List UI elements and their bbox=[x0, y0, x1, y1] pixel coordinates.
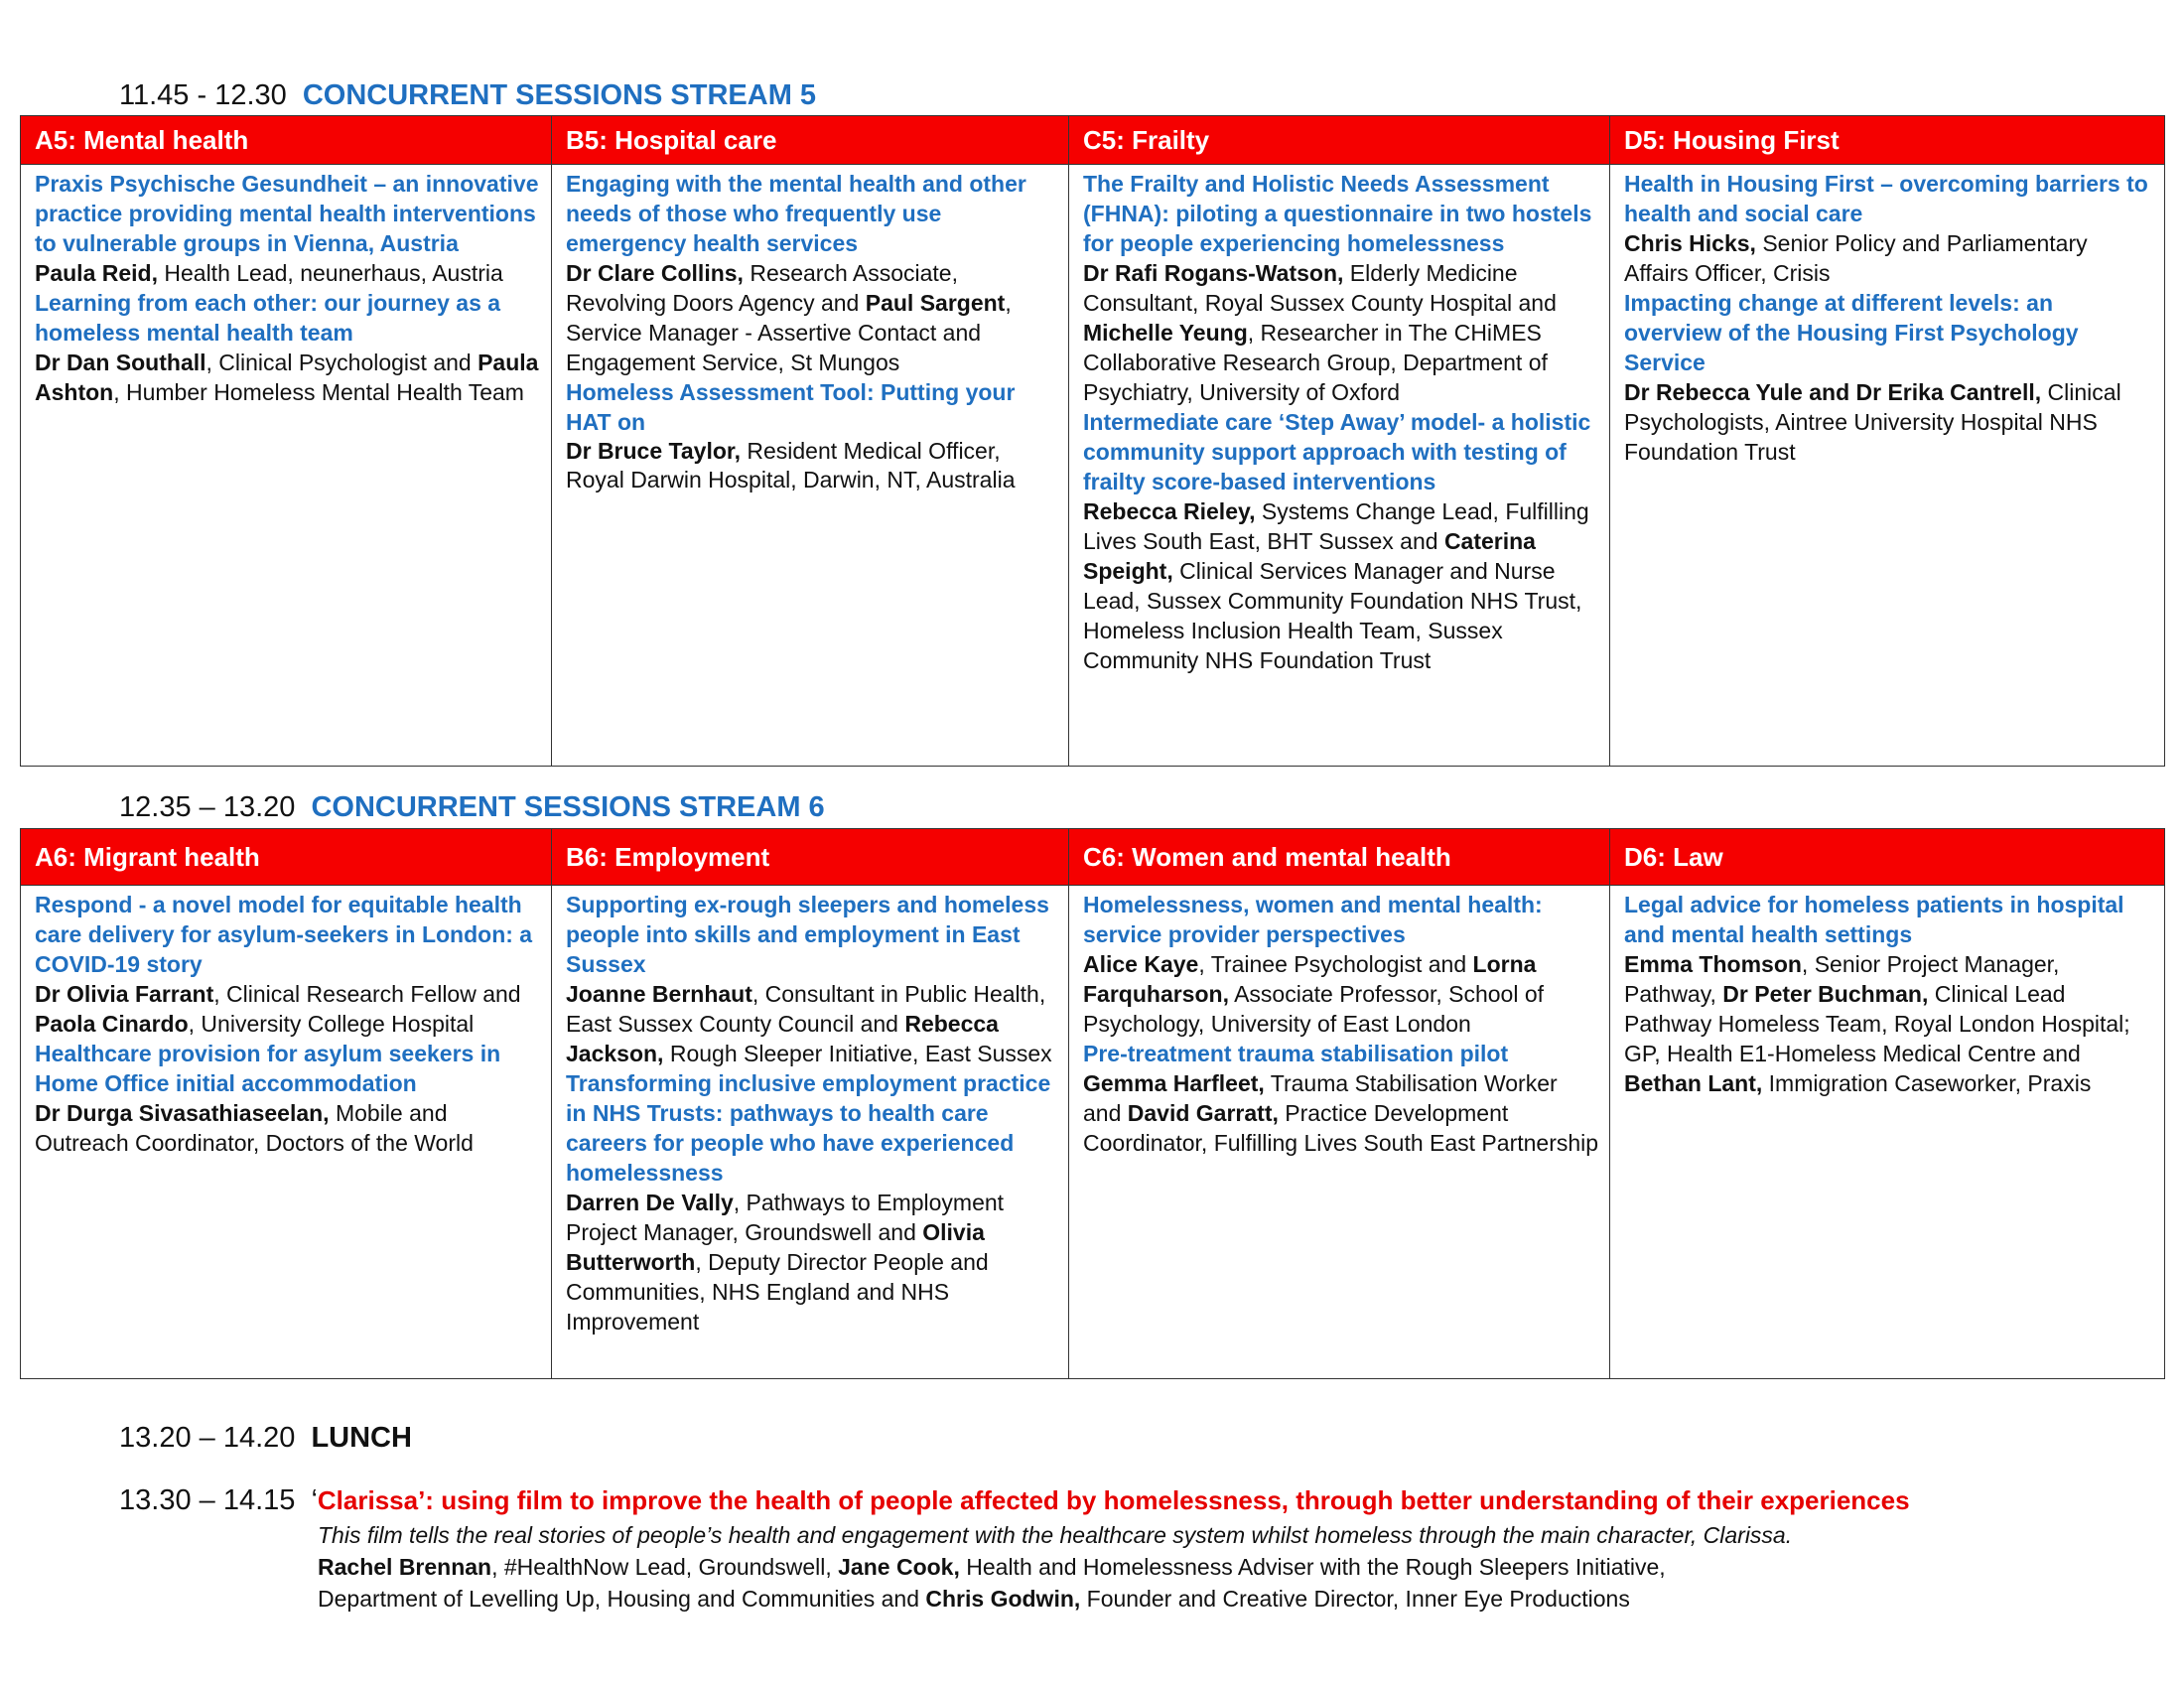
lunch-label: LUNCH bbox=[311, 1422, 412, 1454]
stream5-cell-b bbox=[552, 165, 1069, 767]
speaker-name: Darren De Vally bbox=[566, 1190, 734, 1215]
speakers bbox=[35, 348, 543, 407]
stream5-title: CONCURRENT SESSIONS STREAM 5 bbox=[302, 79, 817, 111]
session-title: The Frailty and Holistic Needs Assessment (FHNA): piloting a questionnaire in two hostels for people experiencing homelessness bbox=[1083, 171, 1592, 256]
stream5-cell-c bbox=[1069, 165, 1610, 767]
speaker-name: Dr Durga Sivasathiaseelan, bbox=[35, 1100, 330, 1126]
stream6-content-row bbox=[21, 886, 2165, 1379]
film-title: Clarissa’: using film to improve the health of people affected by homelessness, through better understanding of their experiences bbox=[317, 1485, 1910, 1515]
speaker-affiliation: , #HealthNow Lead, Groundswell, bbox=[491, 1554, 839, 1580]
speaker-affiliation: Associate Professor, School of Psychology, University of East London bbox=[1083, 981, 1545, 1037]
session-title: Homelessness, women and mental health: service provider perspectives bbox=[1083, 892, 1543, 947]
film-summary: This film tells the real stories of people’s health and engagement with the healthcare system whilst homeless through the main character, Clarissa. bbox=[318, 1522, 1793, 1548]
lunch-time: 13.20 – 14.20 bbox=[119, 1422, 296, 1454]
stream6-header-a: A6: Migrant health bbox=[21, 829, 552, 886]
speaker-name: Dr Olivia Farrant bbox=[35, 981, 214, 1007]
speakers bbox=[566, 437, 1060, 494]
speaker-name: Rebecca Rieley, bbox=[1083, 498, 1256, 524]
stream6-header-b: B6: Employment bbox=[552, 829, 1069, 886]
session-title: Healthcare provision for asylum seekers in Home Office initial accommodation bbox=[35, 1041, 501, 1096]
speaker-affiliation: Resident Medical Officer, Royal Darwin Hospital, Darwin, NT, Australia bbox=[566, 438, 1016, 492]
speaker-affiliation: , Deputy Director People and Communities, NHS England and NHS Improvement bbox=[566, 1249, 989, 1335]
speakers bbox=[566, 1188, 1060, 1336]
speaker-name: Caterina Speight, bbox=[1083, 528, 1536, 584]
speakers bbox=[566, 258, 1060, 377]
speakers bbox=[1624, 949, 2156, 1098]
speaker-name: Lorna Farquharson, bbox=[1083, 951, 1537, 1007]
session-title: Engaging with the mental health and other needs of those who frequently use emergency health services bbox=[566, 171, 1026, 256]
session-title: Intermediate care ‘Step Away’ model- a holistic community support approach with testing of frailty score-based interventions bbox=[1083, 409, 1591, 494]
stream6-heading bbox=[119, 791, 825, 824]
speaker-affiliation: , Service Manager - Assertive Contact and Engagement Service, St Mungos bbox=[566, 290, 1012, 375]
lunch-row bbox=[119, 1422, 412, 1455]
speakers bbox=[1624, 228, 2156, 288]
session-title: Homeless Assessment Tool: Putting your HAT on bbox=[566, 379, 1016, 435]
speaker-name: Dr Clare Collins, bbox=[566, 260, 744, 286]
stream5-content-row bbox=[21, 165, 2165, 767]
stream5-header-c: C5: Frailty bbox=[1069, 116, 1610, 165]
stream5-heading bbox=[119, 79, 816, 112]
speaker-affiliation: Trauma Stabilisation Worker and bbox=[1083, 1070, 1558, 1126]
stream5-table bbox=[20, 115, 2165, 767]
speaker-name: Paula Reid, bbox=[35, 260, 158, 286]
session-title: Respond - a novel model for equitable health care delivery for asylum-seekers in London: a COVID-19 story bbox=[35, 892, 533, 977]
stream5-header-row bbox=[21, 116, 2165, 165]
speaker-affiliation: Practice Development Coordinator, Fulfilling Lives South East Partnership bbox=[1083, 1100, 1599, 1156]
speaker-affiliation: Founder and Creative Director, Inner Eye Productions bbox=[1080, 1586, 1630, 1612]
stream5-cell-a bbox=[21, 165, 552, 767]
stream6-header-c: C6: Women and mental health bbox=[1069, 829, 1610, 886]
session-title: Impacting change at different levels: an overview of the Housing First Psychology Service bbox=[1624, 290, 2079, 375]
session-title: Pre-treatment trauma stabilisation pilot bbox=[1083, 1041, 1509, 1066]
speaker-affiliation: , University College Hospital bbox=[188, 1011, 475, 1037]
speaker-name: Rebecca Jackson, bbox=[566, 1011, 999, 1066]
speaker-name: Olivia Butterworth bbox=[566, 1219, 985, 1275]
speaker-affiliation: Department of Levelling Up, Housing and Communities and bbox=[318, 1586, 926, 1612]
speaker-affiliation: , Clinical Research Fellow and bbox=[213, 981, 521, 1007]
speaker-name: David Garratt, bbox=[1127, 1100, 1279, 1126]
speaker-name: Jane Cook, bbox=[838, 1554, 960, 1580]
speaker-affiliation: , Senior Project Manager, Pathway, bbox=[1624, 951, 2060, 1007]
speaker-name: Bethan Lant, bbox=[1624, 1070, 1763, 1096]
session-title: Health in Housing First – overcoming barriers to health and social care bbox=[1624, 171, 2148, 226]
speaker-name: Emma Thomson bbox=[1624, 951, 1802, 977]
stream5-header-a: A5: Mental health bbox=[21, 116, 552, 165]
film-quote-mark: ‘ bbox=[311, 1484, 318, 1516]
speaker-affiliation: Clinical Psychologists, Aintree University Hospital NHS Foundation Trust bbox=[1624, 379, 2121, 465]
speakers bbox=[35, 979, 543, 1039]
speaker-name: Alice Kaye bbox=[1083, 951, 1199, 977]
speaker-affiliation: Health and Homelessness Adviser with the Rough Sleepers Initiative, bbox=[959, 1554, 1666, 1580]
stream6-cell-a bbox=[21, 886, 552, 1379]
speaker-affiliation: , Researcher in The CHiMES Collaborative Research Group, Department of Psychiatry, University of Oxford bbox=[1083, 320, 1548, 405]
speakers bbox=[1083, 496, 1601, 675]
stream6-cell-b bbox=[552, 886, 1069, 1379]
speaker-affiliation: , Clinical Psychologist and bbox=[205, 350, 478, 375]
stream5-cell-d bbox=[1610, 165, 2165, 767]
speaker-affiliation: , Humber Homeless Mental Health Team bbox=[113, 379, 524, 405]
stream6-header-row bbox=[21, 829, 2165, 886]
speaker-affiliation: Health Lead, neunerhaus, Austria bbox=[157, 260, 503, 286]
speakers bbox=[1083, 258, 1601, 407]
speaker-name: Chris Hicks, bbox=[1624, 230, 1756, 256]
speaker-name: Michelle Yeung bbox=[1083, 320, 1248, 346]
speaker-affiliation: Clinical Lead Pathway Homeless Team, Royal London Hospital; GP, Health E1-Homeless Medical Centre and bbox=[1624, 981, 2130, 1066]
speakers bbox=[1624, 377, 2156, 467]
stream5-header-b: B5: Hospital care bbox=[552, 116, 1069, 165]
stream6-time: 12.35 – 13.20 bbox=[119, 791, 296, 823]
speaker-name: Dr Peter Buchman, bbox=[1722, 981, 1929, 1007]
speaker-name: Paul Sargent bbox=[865, 290, 1006, 316]
speaker-affiliation: , Trainee Psychologist and bbox=[1198, 951, 1473, 977]
speaker-affiliation: Mobile and Outreach Coordinator, Doctors of the World bbox=[35, 1100, 474, 1156]
stream6-cell-d bbox=[1610, 886, 2165, 1379]
session-title: Supporting ex-rough sleepers and homeless people into skills and employment in East Sussex bbox=[566, 892, 1049, 977]
film-description bbox=[318, 1519, 1792, 1615]
speaker-affiliation: Elderly Medicine Consultant, Royal Sussex County Hospital and bbox=[1083, 260, 1557, 316]
stream5-time: 11.45 - 12.30 bbox=[119, 79, 287, 111]
film-row bbox=[119, 1484, 1910, 1517]
speaker-name: Dr Rebecca Yule and Dr Erika Cantrell, bbox=[1624, 379, 2042, 405]
speaker-name: Dr Bruce Taylor, bbox=[566, 438, 741, 464]
speakers bbox=[35, 258, 543, 288]
speakers bbox=[1083, 949, 1601, 1039]
speaker-name: Rachel Brennan bbox=[318, 1554, 492, 1580]
film-speakers-line1 bbox=[318, 1551, 1792, 1583]
speaker-affiliation: , Consultant in Public Health, East Sussex County Council and bbox=[566, 981, 1046, 1037]
speaker-affiliation: , Pathways to Employment Project Manager, Groundswell and bbox=[566, 1190, 1005, 1245]
speaker-name: Paula Ashton bbox=[35, 350, 539, 405]
session-title: Praxis Psychische Gesundheit – an innovative practice providing mental health interventions to vulnerable groups in Vienna, Austria bbox=[35, 171, 539, 256]
speaker-name: Gemma Harfleet, bbox=[1083, 1070, 1265, 1096]
speaker-affiliation: Systems Change Lead, Fulfilling Lives South East, BHT Sussex and bbox=[1083, 498, 1589, 554]
speaker-affiliation: Immigration Caseworker, Praxis bbox=[1762, 1070, 2092, 1096]
session-title: Legal advice for homeless patients in hospital and mental health settings bbox=[1624, 892, 2124, 947]
speaker-affiliation: Rough Sleeper Initiative, East Sussex bbox=[663, 1041, 1052, 1066]
speaker-name: Dr Rafi Rogans-Watson, bbox=[1083, 260, 1344, 286]
stream6-title: CONCURRENT SESSIONS STREAM 6 bbox=[311, 791, 825, 823]
speaker-name: Dr Dan Southall bbox=[35, 350, 206, 375]
speaker-affiliation: Clinical Services Manager and Nurse Lead, Sussex Community Foundation NHS Trust, Homeless Inclusion Health Team, Sussex Community NHS Foundation Trust bbox=[1083, 558, 1582, 673]
speaker-affiliation: Research Associate, Revolving Doors Agency and bbox=[566, 260, 958, 316]
film-time: 13.30 – 14.15 bbox=[119, 1484, 296, 1516]
session-title: Transforming inclusive employment practice in NHS Trusts: pathways to health care careers for people who have experienced homelessness bbox=[566, 1070, 1051, 1186]
session-title: Learning from each other: our journey as a homeless mental health team bbox=[35, 290, 501, 346]
speaker-name: Paola Cinardo bbox=[35, 1011, 189, 1037]
speakers bbox=[566, 979, 1060, 1068]
speakers bbox=[1083, 1068, 1601, 1158]
speaker-name: Chris Godwin, bbox=[925, 1586, 1081, 1612]
film-speakers-line2 bbox=[318, 1583, 1792, 1615]
stream6-table bbox=[20, 828, 2165, 1379]
stream5-header-d: D5: Housing First bbox=[1610, 116, 2165, 165]
speaker-affiliation: Senior Policy and Parliamentary Affairs Officer, Crisis bbox=[1624, 230, 2088, 286]
stream6-cell-c bbox=[1069, 886, 1610, 1379]
speaker-name: Joanne Bernhaut bbox=[566, 981, 752, 1007]
stream6-header-d: D6: Law bbox=[1610, 829, 2165, 886]
speakers bbox=[35, 1098, 543, 1158]
